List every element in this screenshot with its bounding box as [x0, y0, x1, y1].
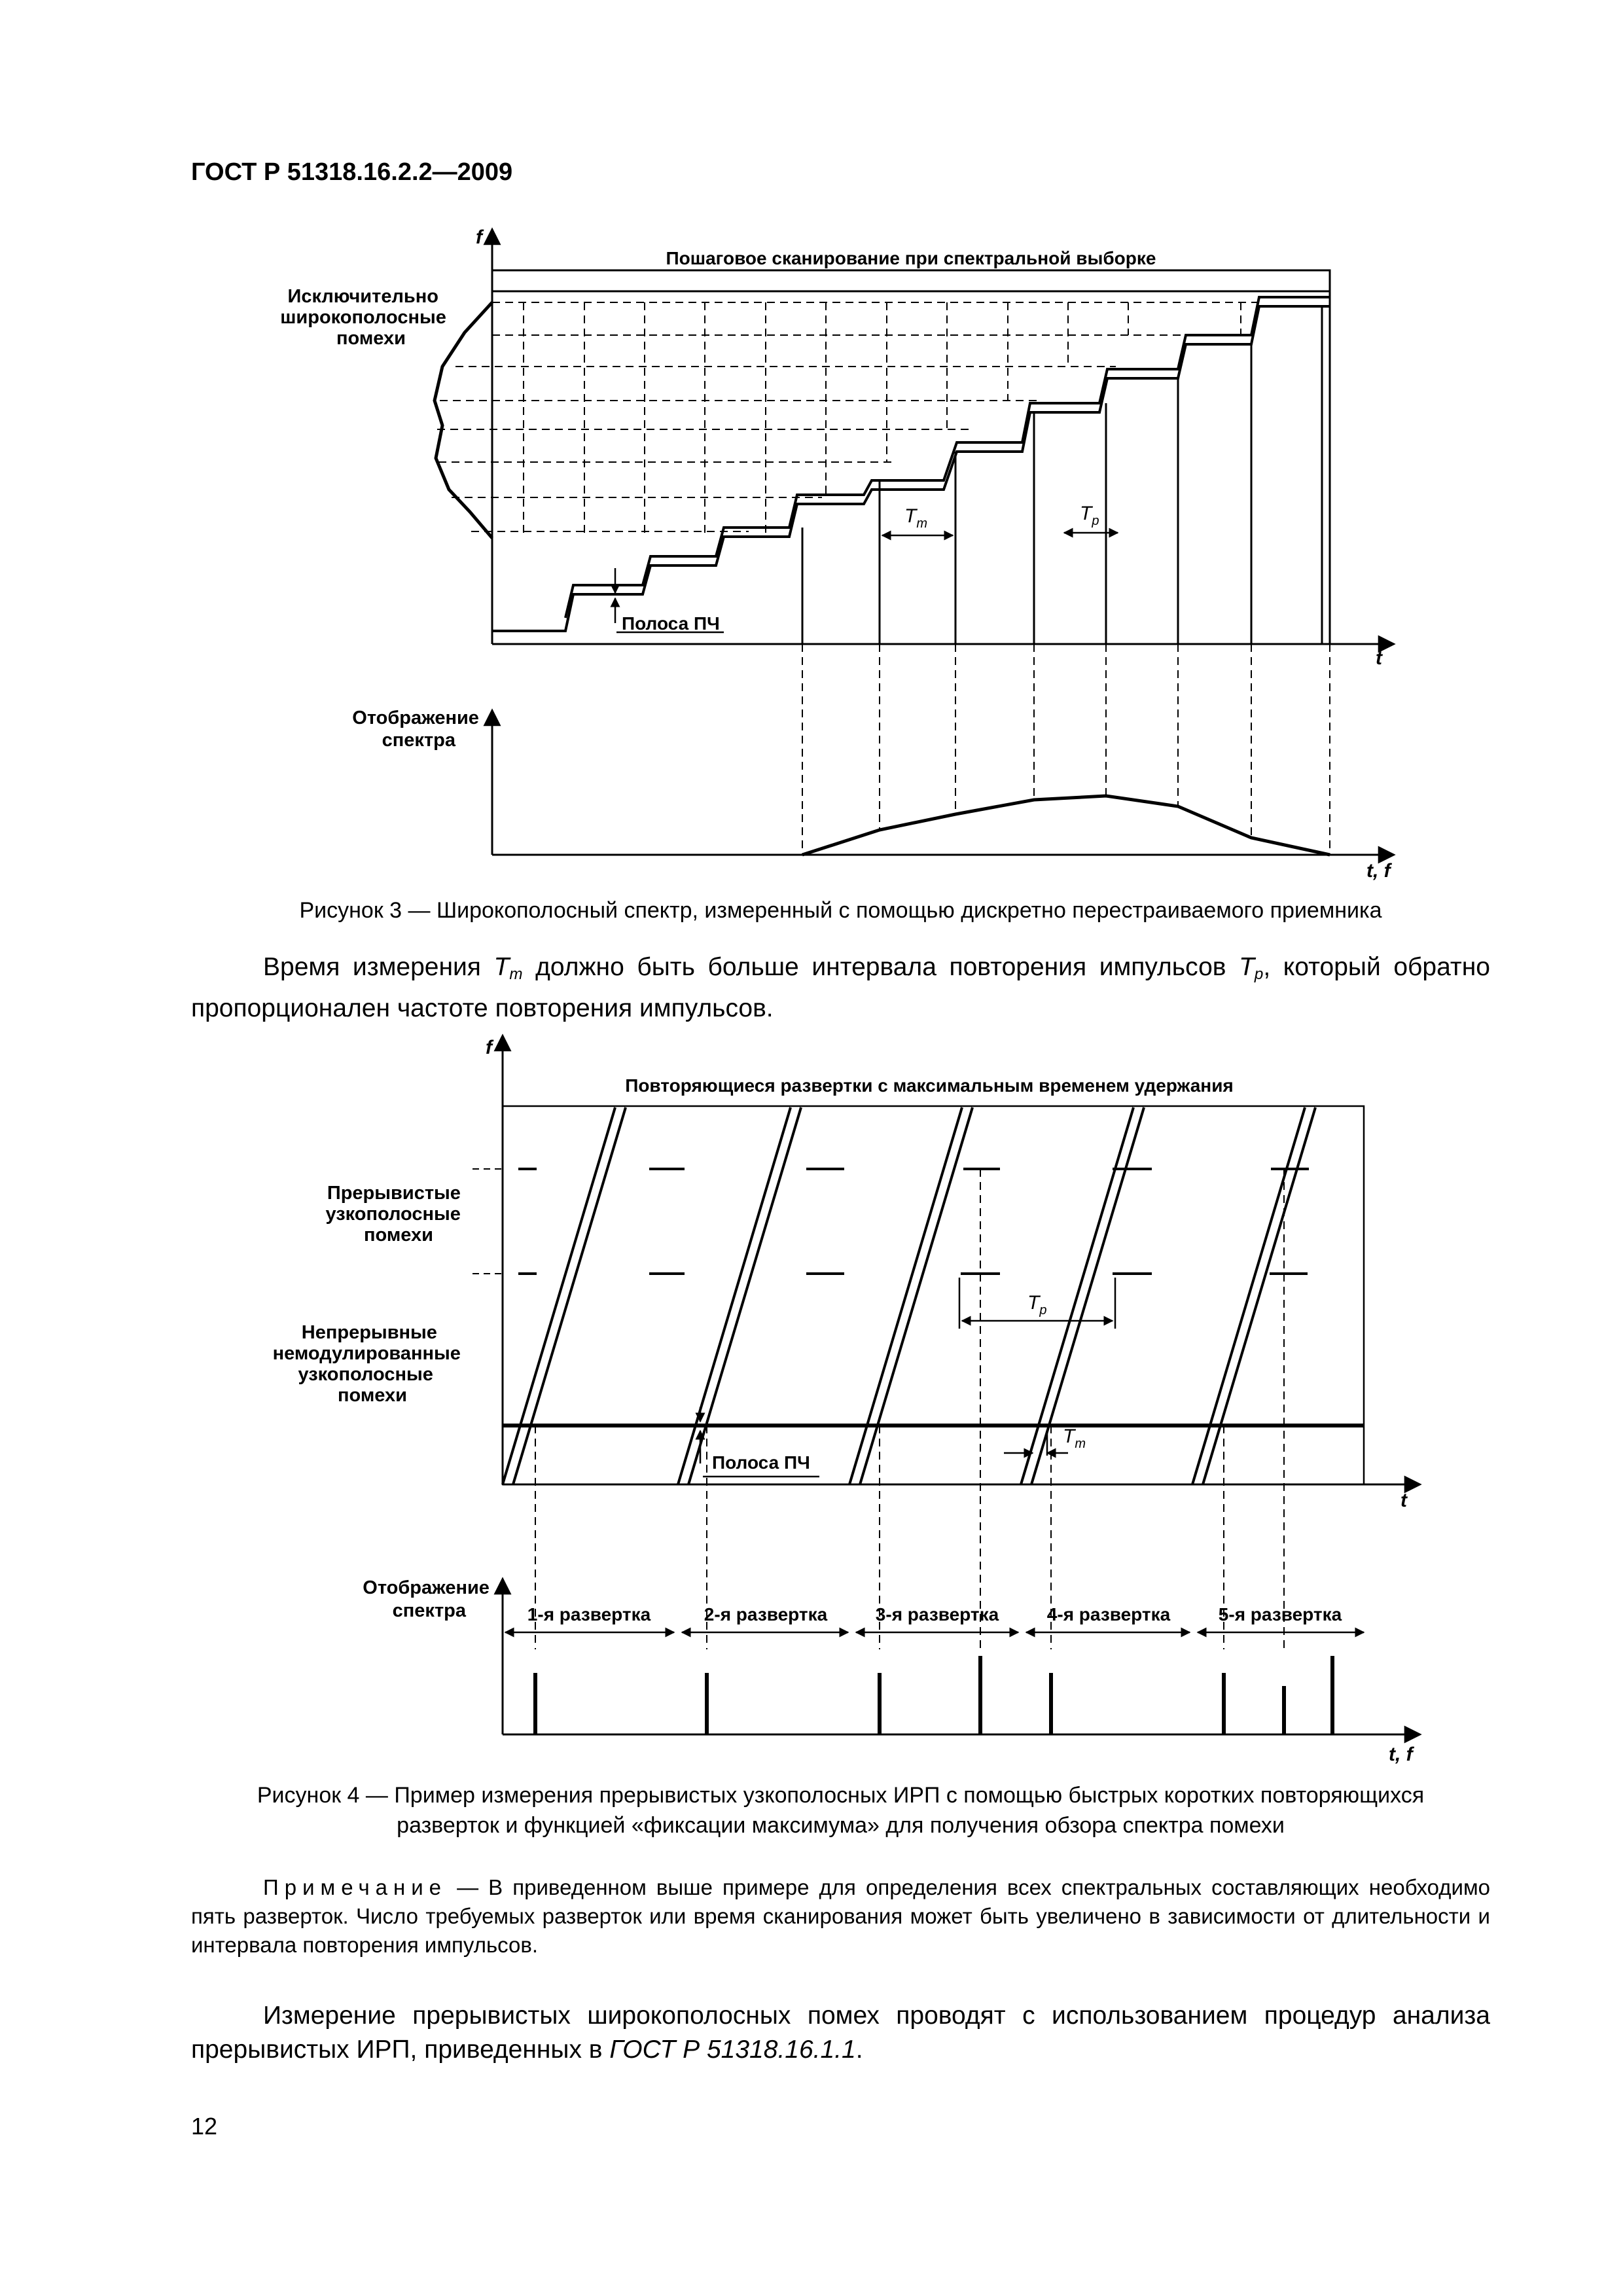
note-label: Примечание [263, 1875, 448, 1899]
standard-reference: ГОСТ Р 51318.16.1.1 [609, 2036, 856, 2064]
figure-4 [0, 1021, 1623, 1780]
display-connectors [802, 644, 1330, 855]
intermittent-levels [473, 1169, 1309, 1274]
f-axis-label: f [476, 226, 482, 248]
sweep-labels [527, 1604, 1342, 1624]
if-bandwidth-label: Полоса ПЧ [622, 613, 720, 634]
tm-label: $T_m$ [1063, 1426, 1086, 1451]
broadband-envelope [435, 302, 492, 538]
paragraph-2: Измерение прерывистых широкополосных помех проводят с использованием процедур анализа прерывистых ИРП, приведенных в ГОСТ Р 51318.16.1.1. [191, 2001, 1490, 2064]
figure3-title: Пошаговое сканирование при спектральной выборке [666, 248, 1156, 268]
display-connectors [535, 1169, 1284, 1649]
continuous-label: Непрерывные немодулированные узкополосные помехи [272, 1322, 461, 1406]
plot-frame [503, 1106, 1364, 1484]
tf-axis-label: t, f [1366, 860, 1391, 882]
sweep-lines [503, 1107, 1315, 1484]
sweep-label: 4-я развертка [1046, 1604, 1171, 1624]
grid-verticals-upper [524, 302, 1241, 538]
figure-4-caption [191, 1780, 1490, 1840]
figure-3-caption: Рисунок 3 — Широкополосный спектр, измеренный с помощью дискретно перестраиваемого приемника [299, 898, 1382, 923]
paragraph-1: Время измерения $T_m$ должно быть больше интервала повторения импульсов $T_p$, который обратно пропорционален частоте повторения импульсов. [191, 953, 1490, 1023]
tf-axis-label: t, f [1389, 1744, 1413, 1765]
sweep-label: 1-я развертка [527, 1604, 651, 1624]
f-axis-label: f [486, 1037, 492, 1058]
figure-3 [0, 0, 1623, 903]
tm-label: $T_m$ [904, 505, 927, 531]
spectrum-peaks [535, 1656, 1332, 1734]
stepped-scan [492, 297, 1330, 631]
figure-4-caption-line1: Рисунок 4 — Пример измерения прерывистых узкополосных ИРП с помощью быстрых коротких повторяющихся [257, 1783, 1425, 1808]
display-label: Отображение спектра [352, 708, 479, 751]
sweep-label: 3-я развертка [875, 1604, 999, 1624]
document-header: ГОСТ Р 51318.16.2.2—2009 [191, 158, 513, 186]
if-bandwidth-label: Полоса ПЧ [712, 1452, 810, 1473]
tp-label: $T_p$ [1080, 503, 1099, 528]
frequency-levels [437, 302, 1263, 531]
intermittent-label: Прерывистые узкополосные помехи [325, 1183, 461, 1246]
figure4-title: Повторяющиеся развертки с максимальным временем удержания [625, 1075, 1234, 1096]
step-verticals [802, 306, 1322, 644]
sweep-label: 2-я развертка [704, 1604, 828, 1624]
broadband-label: Исключительно широкополосные помехи [280, 286, 446, 349]
t-axis-label: t [1400, 1490, 1407, 1511]
note-text: — В приведенном выше примере для определения всех спектральных составляющих необходимо пять разверток. Число требуемых разверток или время сканирования может быть увеличено в зависимости от длительности и интервала повторения импульсов. [191, 1875, 1490, 1957]
tp-label: $T_p$ [1027, 1292, 1047, 1318]
display-label: Отображение спектра [363, 1577, 490, 1621]
page-number: 12 [191, 2113, 218, 2140]
sweep-label: 5-я развертка [1218, 1604, 1342, 1624]
figure-4-caption-line2: разверток и функцией «фиксации максимума» для получения обзора спектра помехи [397, 1813, 1285, 1838]
note [191, 1873, 1490, 1960]
title-box [492, 270, 1330, 291]
t-axis-label: t [1376, 647, 1382, 669]
